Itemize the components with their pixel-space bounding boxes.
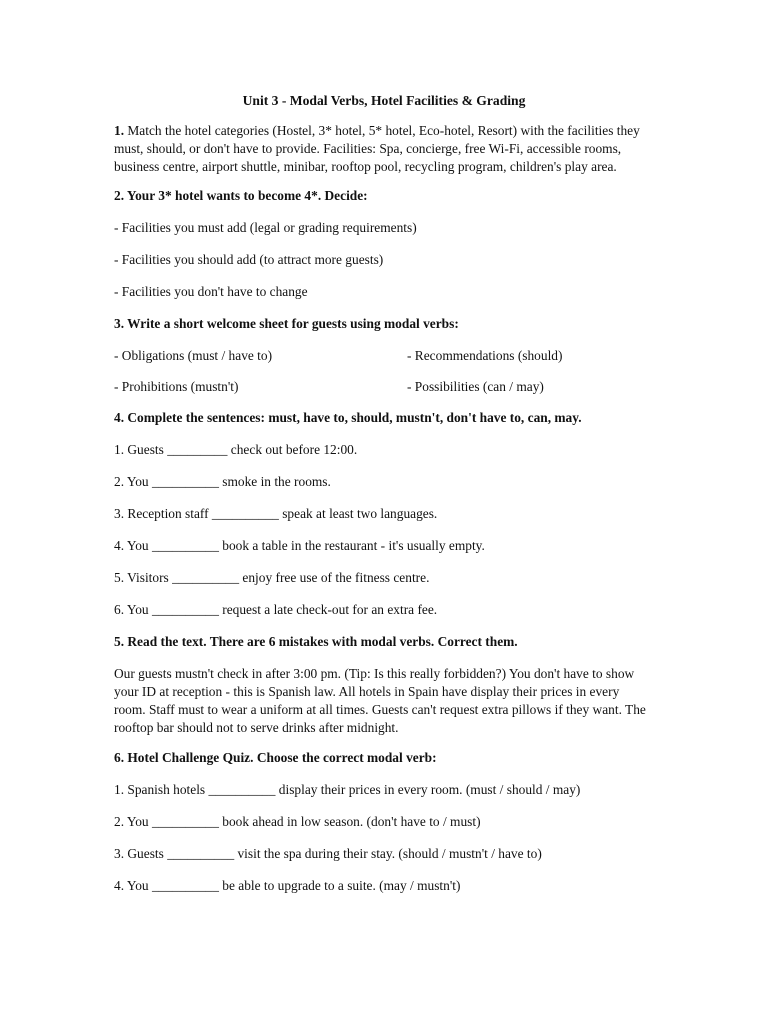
question-2-item: - Facilities you don't have to change [114, 284, 308, 299]
question-3-item: - Recommendations (should) [407, 348, 563, 363]
question-6-item: 3. Guests __________ visit the spa during their stay. (should / mustn't / have to) [114, 846, 542, 861]
question-4-item: 6. You __________ request a late check-out for an extra fee. [114, 602, 438, 617]
question-2-heading: 2. Your 3* hotel wants to become 4*. Decide: [114, 188, 368, 203]
question-4-item: 1. Guests _________ check out before 12:00. [114, 442, 358, 457]
question-1 [114, 122, 654, 176]
question-3-row [114, 378, 654, 396]
question-3-row [114, 347, 654, 365]
question-6-item: 4. You __________ be able to upgrade to a suite. (may / mustn't) [114, 878, 461, 893]
question-1-text: Match the hotel categories (Hostel, 3* hotel, 5* hotel, Eco-hotel, Resort) with the facilities they must, should, or don't have to provide. Facilities: Spa, concierge, free Wi-Fi, accessible rooms, business centre, airport shuttle, minibar, rooftop pool, recycling program, children's play area. [114, 123, 640, 174]
question-6-item: 1. Spanish hotels __________ display their prices in every room. (must / should / may) [114, 782, 581, 797]
question-5-text: Our guests mustn't check in after 3:00 pm. (Tip: Is this really forbidden?) You don't have to show your ID at reception - this is Spanish law. All hotels in Spain have display their prices in every room. Staff must to wear a uniform at all times. Guests can't request extra pillows if they want. The rooftop bar should not to serve drinks after midnight. [114, 666, 646, 735]
question-6-item: 2. You __________ book ahead in low season. (don't have to / must) [114, 814, 481, 829]
question-3-heading: 3. Write a short welcome sheet for guests using modal verbs: [114, 316, 459, 331]
worksheet-page [114, 92, 654, 909]
question-4-item: 5. Visitors __________ enjoy free use of the fitness centre. [114, 570, 430, 585]
question-2-item: - Facilities you must add (legal or grading requirements) [114, 220, 417, 235]
question-4-item: 4. You __________ book a table in the restaurant - it's usually empty. [114, 538, 485, 553]
question-6-heading: 6. Hotel Challenge Quiz. Choose the correct modal verb: [114, 750, 437, 765]
question-3-item: - Obligations (must / have to) [114, 348, 273, 363]
question-4-item: 3. Reception staff __________ speak at least two languages. [114, 506, 438, 521]
question-5-heading: 5. Read the text. There are 6 mistakes with modal verbs. Correct them. [114, 634, 518, 649]
page-title: Unit 3 - Modal Verbs, Hotel Facilities & Grading [242, 93, 526, 108]
question-3-item: - Prohibitions (mustn't) [114, 379, 239, 394]
question-1-number: 1. [114, 123, 125, 138]
question-2-item: - Facilities you should add (to attract more guests) [114, 252, 384, 267]
question-4-item: 2. You __________ smoke in the rooms. [114, 474, 331, 489]
question-3-item: - Possibilities (can / may) [407, 379, 544, 394]
question-4-heading: 4. Complete the sentences: must, have to, should, mustn't, don't have to, can, may. [114, 410, 582, 425]
